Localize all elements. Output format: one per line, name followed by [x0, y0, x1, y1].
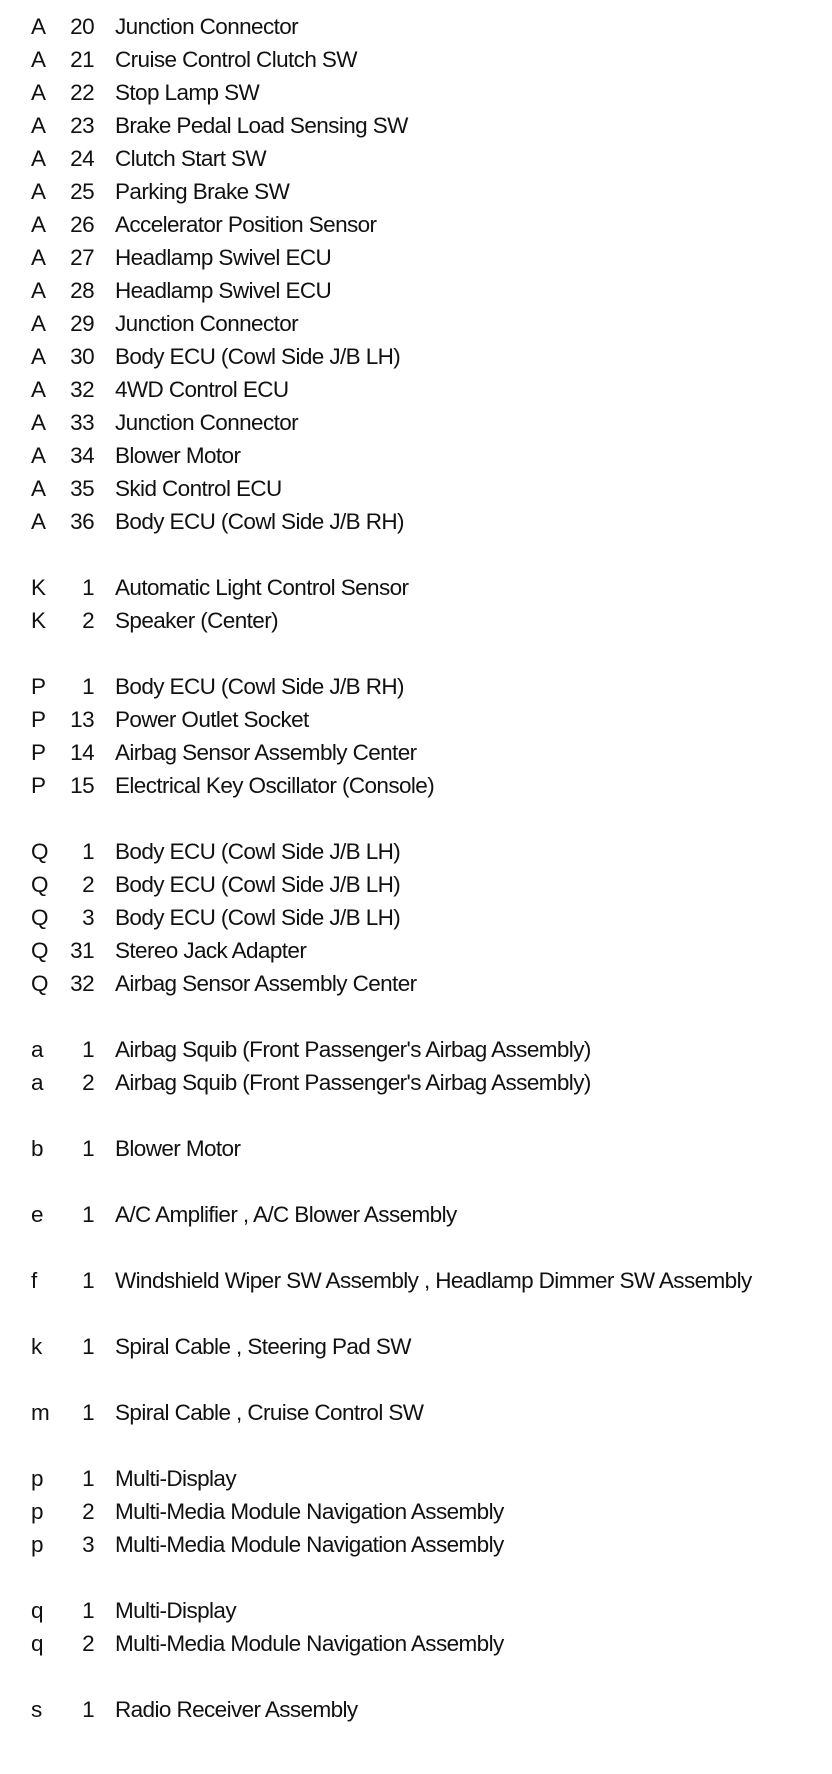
connector-description: Body ECU (Cowl Side J/B LH) [115, 905, 401, 930]
connector-code: A [31, 113, 46, 138]
connector-code: A [31, 14, 46, 39]
list-item [0, 439, 832, 472]
connector-group-m [0, 1396, 832, 1429]
connector-code: A [31, 179, 46, 204]
list-item [0, 1033, 832, 1066]
list-item [0, 10, 832, 43]
connector-description: Automatic Light Control Sensor [115, 575, 409, 600]
connector-number: 33 [70, 410, 94, 435]
connector-code: P [31, 674, 46, 699]
connector-number: 35 [70, 476, 94, 501]
list-item [0, 1132, 832, 1165]
connector-number: 32 [70, 377, 94, 402]
list-item [0, 769, 832, 802]
connector-group-K [0, 571, 832, 637]
connector-description: Body ECU (Cowl Side J/B LH) [115, 344, 401, 369]
connector-code: A [31, 344, 46, 369]
connector-code: P [31, 740, 46, 765]
list-item [0, 967, 832, 1000]
list-item [0, 43, 832, 76]
list-item [0, 835, 832, 868]
connector-number: 2 [82, 1070, 94, 1095]
connector-description: Clutch Start SW [115, 146, 267, 171]
connector-number: 20 [70, 14, 94, 39]
list-item [0, 1462, 832, 1495]
connector-code: A [31, 47, 46, 72]
connector-number: 1 [82, 1400, 94, 1425]
list-item [0, 1594, 832, 1627]
connector-code: k [31, 1334, 42, 1359]
list-item [0, 1627, 832, 1660]
connector-group-b [0, 1132, 832, 1165]
connector-number: 1 [82, 1136, 94, 1161]
list-item [0, 1528, 832, 1561]
connector-code: p [31, 1532, 43, 1557]
connector-number: 2 [82, 1631, 94, 1656]
connector-group-Q [0, 835, 832, 1000]
list-item [0, 1495, 832, 1528]
connector-description: Headlamp Swivel ECU [115, 278, 332, 303]
connector-number: 2 [82, 608, 94, 633]
connector-number: 32 [70, 971, 94, 996]
connector-code: A [31, 476, 46, 501]
list-item [0, 571, 832, 604]
connector-description: Spiral Cable , Cruise Control SW [115, 1400, 424, 1425]
connector-description: Airbag Sensor Assembly Center [115, 740, 417, 765]
connector-number: 24 [70, 146, 94, 171]
connector-code: m [31, 1400, 50, 1425]
list-item [0, 505, 832, 538]
connector-description: Multi-Display [115, 1466, 236, 1491]
connector-code: A [31, 80, 46, 105]
connector-description: Airbag Squib (Front Passenger's Airbag Assembly) [115, 1037, 591, 1062]
list-item [0, 1396, 832, 1429]
list-item [0, 670, 832, 703]
list-item [0, 307, 832, 340]
connector-code: a [31, 1070, 43, 1095]
connector-code: p [31, 1466, 43, 1491]
connector-number: 1 [82, 1268, 94, 1293]
connector-code: Q [31, 938, 48, 963]
connector-number: 2 [82, 872, 94, 897]
connector-number: 34 [70, 443, 94, 468]
connector-code: A [31, 509, 46, 534]
connector-number: 21 [70, 47, 94, 72]
connector-group-p [0, 1462, 832, 1561]
connector-code: A [31, 311, 46, 336]
connector-number: 1 [82, 839, 94, 864]
connector-description: Accelerator Position Sensor [115, 212, 377, 237]
connector-description: Body ECU (Cowl Side J/B LH) [115, 839, 401, 864]
list-item [0, 142, 832, 175]
connector-description: Multi-Media Module Navigation Assembly [115, 1499, 504, 1524]
connector-number: 36 [70, 509, 94, 534]
connector-code: e [31, 1202, 43, 1227]
connector-description: Blower Motor [115, 1136, 241, 1161]
connector-number: 1 [82, 1202, 94, 1227]
list-item [0, 1693, 832, 1726]
connector-code: q [31, 1631, 43, 1656]
connector-description: Junction Connector [115, 311, 299, 336]
list-item [0, 736, 832, 769]
list-item [0, 373, 832, 406]
list-item [0, 868, 832, 901]
list-item [0, 274, 832, 307]
connector-number: 14 [70, 740, 94, 765]
connector-group-q [0, 1594, 832, 1660]
connector-number: 1 [82, 1037, 94, 1062]
connector-description: Brake Pedal Load Sensing SW [115, 113, 408, 138]
connector-number: 30 [70, 344, 94, 369]
list-item [0, 604, 832, 637]
list-item [0, 175, 832, 208]
connector-number: 1 [82, 575, 94, 600]
connector-description: Multi-Media Module Navigation Assembly [115, 1532, 504, 1557]
connector-description: Headlamp Swivel ECU [115, 245, 332, 270]
connector-code: Q [31, 905, 48, 930]
connector-description: Spiral Cable , Steering Pad SW [115, 1334, 411, 1359]
connector-description: Stop Lamp SW [115, 80, 260, 105]
connector-number: 22 [70, 80, 94, 105]
connector-number: 13 [70, 707, 94, 732]
list-item [0, 472, 832, 505]
list-item [0, 1330, 832, 1363]
list-item [0, 406, 832, 439]
connector-description: Parking Brake SW [115, 179, 290, 204]
connector-number: 1 [82, 1466, 94, 1491]
connector-description: Airbag Sensor Assembly Center [115, 971, 417, 996]
connector-number: 1 [82, 674, 94, 699]
connector-number: 1 [82, 1334, 94, 1359]
list-item [0, 901, 832, 934]
connector-code: a [31, 1037, 43, 1062]
connector-group-a [0, 1033, 832, 1099]
connector-description: Multi-Display [115, 1598, 236, 1623]
list-item [0, 1198, 832, 1231]
list-item [0, 109, 832, 142]
connector-group-e [0, 1198, 832, 1231]
connector-description: Stereo Jack Adapter [115, 938, 307, 963]
connector-code: P [31, 707, 46, 732]
connector-group-k [0, 1330, 832, 1363]
connector-description: Body ECU (Cowl Side J/B RH) [115, 674, 404, 699]
connector-number: 1 [82, 1598, 94, 1623]
connector-number: 1 [82, 1697, 94, 1722]
connector-description: Radio Receiver Assembly [115, 1697, 358, 1722]
connector-description: Skid Control ECU [115, 476, 282, 501]
connector-code: A [31, 443, 46, 468]
list-item [0, 208, 832, 241]
connector-code: K [31, 608, 46, 633]
list-item [0, 703, 832, 736]
connector-number: 28 [70, 278, 94, 303]
connector-number: 23 [70, 113, 94, 138]
connector-description: A/C Amplifier , A/C Blower Assembly [115, 1202, 457, 1227]
connector-code: A [31, 146, 46, 171]
connector-code: P [31, 773, 46, 798]
list-item [0, 1264, 832, 1297]
connector-code: Q [31, 839, 48, 864]
connector-description: Airbag Squib (Front Passenger's Airbag Assembly) [115, 1070, 591, 1095]
connector-code: q [31, 1598, 43, 1623]
connector-description: Speaker (Center) [115, 608, 278, 633]
connector-description: Body ECU (Cowl Side J/B LH) [115, 872, 401, 897]
connector-number: 29 [70, 311, 94, 336]
connector-group-f [0, 1264, 832, 1297]
connector-code: A [31, 377, 46, 402]
list-item [0, 241, 832, 274]
connector-number: 15 [70, 773, 94, 798]
connector-number: 2 [82, 1499, 94, 1524]
connector-code: Q [31, 872, 48, 897]
connector-code: p [31, 1499, 43, 1524]
connector-code: A [31, 212, 46, 237]
connector-description: Electrical Key Oscillator (Console) [115, 773, 435, 798]
connector-list [0, 10, 832, 1759]
list-item [0, 1066, 832, 1099]
connector-code: K [31, 575, 46, 600]
list-item [0, 934, 832, 967]
connector-code: s [31, 1697, 42, 1722]
connector-description: 4WD Control ECU [115, 377, 289, 402]
connector-description: Body ECU (Cowl Side J/B RH) [115, 509, 404, 534]
connector-group-A [0, 10, 832, 538]
connector-description: Cruise Control Clutch SW [115, 47, 357, 72]
connector-code: b [31, 1136, 43, 1161]
connector-number: 26 [70, 212, 94, 237]
connector-number: 3 [82, 905, 94, 930]
connector-description: Power Outlet Socket [115, 707, 309, 732]
connector-number: 27 [70, 245, 94, 270]
connector-code: A [31, 245, 46, 270]
connector-group-s [0, 1693, 832, 1726]
connector-description: Multi-Media Module Navigation Assembly [115, 1631, 504, 1656]
connector-code: A [31, 278, 46, 303]
connector-number: 3 [82, 1532, 94, 1557]
connector-description: Junction Connector [115, 410, 299, 435]
connector-code: f [31, 1268, 37, 1293]
connector-description: Junction Connector [115, 14, 299, 39]
connector-code: A [31, 410, 46, 435]
list-item [0, 340, 832, 373]
connector-number: 31 [70, 938, 94, 963]
connector-description: Windshield Wiper SW Assembly , Headlamp Dimmer SW Assembly [115, 1268, 752, 1293]
connector-code: Q [31, 971, 48, 996]
connector-number: 25 [70, 179, 94, 204]
list-item [0, 76, 832, 109]
connector-description: Blower Motor [115, 443, 241, 468]
connector-group-P [0, 670, 832, 802]
